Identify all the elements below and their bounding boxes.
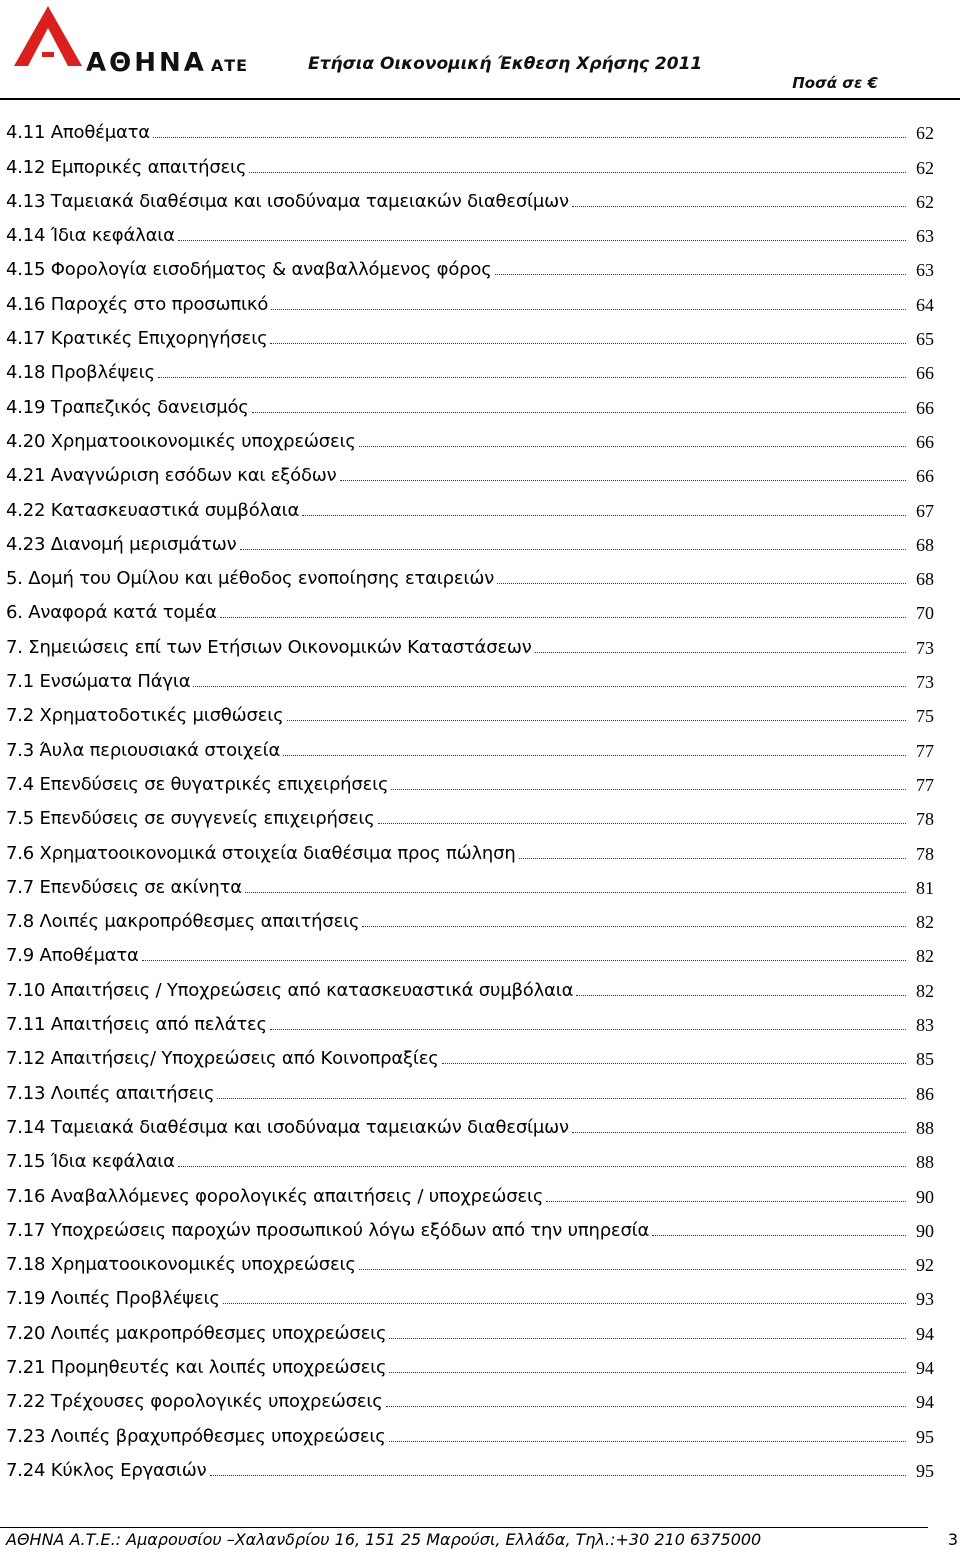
toc-entry-label: 7.9 Αποθέματα xyxy=(6,945,139,967)
toc-dot-leader xyxy=(287,720,907,721)
toc-entry-page: 63 xyxy=(916,226,934,247)
toc-entry-page: 66 xyxy=(916,431,934,452)
toc-entry[interactable] xyxy=(6,316,934,350)
toc-entry-page: 68 xyxy=(916,534,934,555)
toc-dot-leader xyxy=(576,995,906,996)
toc-dot-leader xyxy=(220,617,906,618)
toc-entry-label: 7.19 Λοιπές Προβλέψεις xyxy=(6,1288,220,1310)
toc-entry-label: 6. Αναφορά κατά τομέα xyxy=(6,602,217,624)
toc-entry-label: 7.4 Επενδύσεις σε θυγατρικές επιχειρήσεις xyxy=(6,773,389,795)
toc-entry-page: 95 xyxy=(916,1426,934,1447)
footer-address: ΑΘΗΝΑ Α.Τ.Ε.: Αμαρουσίου –Χαλανδρίου 16, 151 25 Μαρούσι, Ελλάδα, Τηλ.:+30 210 6375000 xyxy=(6,1530,762,1549)
report-title: Ετήσια Οικονομική Έκθεση Χρήσης 2011 xyxy=(308,54,703,74)
toc-entry[interactable] xyxy=(6,453,934,487)
toc-dot-leader xyxy=(153,137,906,138)
toc-entry-label: 7.22 Τρέχουσες φορολογικές υποχρεώσεις xyxy=(6,1391,383,1413)
toc-entry[interactable] xyxy=(6,419,934,453)
toc-entry-label: 4.15 Φορολογία εισοδήματος & αναβαλλόμενος φόρος xyxy=(6,259,492,281)
toc-entry-label: 7.16 Αναβαλλόμενες φορολογικές απαιτήσεις / υποχρεώσεις xyxy=(6,1185,544,1207)
toc-entry[interactable] xyxy=(6,865,934,899)
toc-entry-label: 4.12 Εμπορικές απαιτήσεις xyxy=(6,156,247,178)
toc-entry-page: 65 xyxy=(916,329,934,350)
toc-entry[interactable] xyxy=(6,1036,934,1070)
toc-entry[interactable] xyxy=(6,110,934,144)
toc-entry-label: 7.7 Επενδύσεις σε ακίνητα xyxy=(6,876,242,898)
toc-dot-leader xyxy=(270,1029,906,1030)
toc-entry-page: 95 xyxy=(916,1460,934,1481)
toc-entry-label: 7.11 Απαιτήσεις από πελάτες xyxy=(6,1014,267,1036)
toc-entry-page: 78 xyxy=(916,843,934,864)
toc-entry[interactable] xyxy=(6,624,934,658)
footer-divider xyxy=(0,1527,928,1528)
toc-entry[interactable] xyxy=(6,522,934,556)
toc-entry[interactable] xyxy=(6,1448,934,1482)
toc-dot-leader xyxy=(391,789,906,790)
toc-entry-page: 73 xyxy=(916,637,934,658)
page-number: 3 xyxy=(947,1530,958,1549)
toc-entry[interactable] xyxy=(6,350,934,384)
toc-entry-label: 7.20 Λοιπές μακροπρόθεσμες υποχρεώσεις xyxy=(6,1322,387,1344)
toc-dot-leader xyxy=(572,206,906,207)
toc-entry-page: 77 xyxy=(916,740,934,761)
toc-dot-leader xyxy=(652,1235,906,1236)
toc-entry-page: 94 xyxy=(916,1357,934,1378)
toc-entry[interactable] xyxy=(6,556,934,590)
toc-entry[interactable] xyxy=(6,487,934,521)
toc-entry-label: 7.3 Άυλα περιουσιακά στοιχεία xyxy=(6,739,281,761)
toc-entry-page: 90 xyxy=(916,1220,934,1241)
toc-entry-label: 4.19 Τραπεζικός δανεισμός xyxy=(6,396,249,418)
toc-entry-label: 7.17 Υποχρεώσεις παροχών προσωπικού λόγω εξόδων από την υπηρεσία xyxy=(6,1219,650,1241)
toc-entry-label: 7.5 Επενδύσεις σε συγγενείς επιχειρήσεις xyxy=(6,808,375,830)
toc-entry-label: 7.24 Κύκλος Εργασιών xyxy=(6,1459,207,1481)
toc-dot-leader xyxy=(359,1269,906,1270)
toc-dot-leader xyxy=(497,583,906,584)
toc-dot-leader xyxy=(535,652,906,653)
toc-entry-page: 62 xyxy=(916,123,934,144)
toc-dot-leader xyxy=(519,858,906,859)
toc-dot-leader xyxy=(178,240,906,241)
toc-entry[interactable] xyxy=(6,590,934,624)
toc-dot-leader xyxy=(442,1063,906,1064)
company-logo xyxy=(8,4,249,78)
toc-entry-label: 5. Δομή του Ομίλου και μέθοδος ενοποίησης εταιρειών xyxy=(6,568,495,590)
toc-entry-page: 86 xyxy=(916,1083,934,1104)
toc-entry-label: 4.13 Ταμειακά διαθέσιμα και ισοδύναμα ταμειακών διαθεσίμων xyxy=(6,190,569,212)
toc-entry-page: 93 xyxy=(916,1289,934,1310)
table-of-contents xyxy=(6,110,934,1482)
toc-entry-label: 7.6 Χρηματοοικονομικά στοιχεία διαθέσιμα προς πώληση xyxy=(6,842,516,864)
toc-dot-leader xyxy=(193,686,906,687)
toc-dot-leader xyxy=(158,377,906,378)
toc-entry-label: 4.16 Παροχές στο προσωπικό xyxy=(6,293,269,315)
toc-entry[interactable] xyxy=(6,693,934,727)
toc-entry-label: 4.23 Διανομή μερισμάτων xyxy=(6,533,237,555)
toc-dot-leader xyxy=(283,755,906,756)
toc-entry-page: 83 xyxy=(916,1015,934,1036)
toc-entry-label: 7.13 Λοιπές απαιτήσεις xyxy=(6,1082,215,1104)
toc-entry-page: 94 xyxy=(916,1323,934,1344)
toc-dot-leader xyxy=(389,1372,906,1373)
logo-wordmark: ΑΘΗΝΑ ΑΤΕ xyxy=(86,48,249,78)
toc-entry-page: 66 xyxy=(916,397,934,418)
toc-dot-leader xyxy=(386,1406,906,1407)
toc-entry[interactable] xyxy=(6,933,934,967)
toc-entry-label: 7.8 Λοιπές μακροπρόθεσμες απαιτήσεις xyxy=(6,911,360,933)
toc-entry[interactable] xyxy=(6,1379,934,1413)
toc-entry[interactable] xyxy=(6,659,934,693)
toc-entry-page: 77 xyxy=(916,774,934,795)
toc-entry-page: 67 xyxy=(916,500,934,521)
toc-entry-page: 73 xyxy=(916,672,934,693)
toc-entry-page: 62 xyxy=(916,157,934,178)
toc-dot-leader xyxy=(359,446,906,447)
toc-entry[interactable] xyxy=(6,1208,934,1242)
toc-entry-page: 92 xyxy=(916,1255,934,1276)
toc-entry[interactable] xyxy=(6,1276,934,1310)
toc-entry[interactable] xyxy=(6,179,934,213)
toc-entry[interactable] xyxy=(6,1345,934,1379)
toc-entry-page: 66 xyxy=(916,466,934,487)
toc-entry[interactable] xyxy=(6,384,934,418)
toc-dot-leader xyxy=(245,892,906,893)
toc-entry[interactable] xyxy=(6,899,934,933)
toc-entry-page: 81 xyxy=(916,877,934,898)
toc-entry-label: 4.18 Προβλέψεις xyxy=(6,362,155,384)
toc-dot-leader xyxy=(340,480,907,481)
toc-entry-page: 90 xyxy=(916,1186,934,1207)
toc-entry[interactable] xyxy=(6,281,934,315)
toc-entry-page: 66 xyxy=(916,363,934,384)
toc-dot-leader xyxy=(362,926,906,927)
toc-entry[interactable] xyxy=(6,1413,934,1447)
toc-entry-page: 64 xyxy=(916,294,934,315)
toc-entry-page: 88 xyxy=(916,1152,934,1173)
currency-note: Ποσά σε € xyxy=(792,74,878,92)
toc-entry[interactable] xyxy=(6,830,934,864)
toc-entry-label: 7. Σημειώσεις επί των Ετήσιων Οικονομικών Καταστάσεων xyxy=(6,636,532,658)
toc-entry-page: 70 xyxy=(916,603,934,624)
toc-dot-leader xyxy=(217,1098,906,1099)
toc-entry[interactable] xyxy=(6,213,934,247)
toc-dot-leader xyxy=(389,1441,906,1442)
toc-entry-label: 4.14 Ίδια κεφάλαια xyxy=(6,225,175,247)
toc-entry-label: 4.20 Χρηματοοικονομικές υποχρεώσεις xyxy=(6,430,356,452)
toc-entry-label: 7.12 Απαιτήσεις/ Υποχρεώσεις από Κοινοπραξίες xyxy=(6,1048,439,1070)
toc-entry-page: 63 xyxy=(916,260,934,281)
toc-dot-leader xyxy=(302,515,906,516)
toc-entry-label: 4.11 Αποθέματα xyxy=(6,122,150,144)
toc-entry-page: 94 xyxy=(916,1392,934,1413)
toc-entry-page: 88 xyxy=(916,1117,934,1138)
toc-entry-page: 85 xyxy=(916,1049,934,1070)
toc-dot-leader xyxy=(572,1132,906,1133)
toc-entry[interactable] xyxy=(6,796,934,830)
toc-dot-leader xyxy=(546,1201,906,1202)
toc-entry[interactable] xyxy=(6,1173,934,1207)
toc-entry[interactable] xyxy=(6,1310,934,1344)
toc-dot-leader xyxy=(178,1166,906,1167)
toc-entry[interactable] xyxy=(6,1002,934,1036)
toc-entry-label: 7.1 Ενσώματα Πάγια xyxy=(6,671,191,693)
toc-entry-label: 4.17 Κρατικές Επιχορηγήσεις xyxy=(6,328,268,350)
toc-dot-leader xyxy=(378,823,906,824)
toc-dot-leader xyxy=(223,1303,906,1304)
page-header xyxy=(0,0,960,105)
toc-entry-page: 82 xyxy=(916,980,934,1001)
toc-entry-page: 82 xyxy=(916,912,934,933)
toc-dot-leader xyxy=(240,549,906,550)
toc-entry-label: 7.15 Ίδια κεφάλαια xyxy=(6,1151,175,1173)
toc-entry-label: 4.21 Αναγνώριση εσόδων και εξόδων xyxy=(6,465,337,487)
toc-dot-leader xyxy=(270,343,906,344)
toc-entry-label: 7.10 Απαιτήσεις / Υποχρεώσεις από κατασκευαστικά συμβόλαια xyxy=(6,979,574,1001)
toc-dot-leader xyxy=(249,172,906,173)
toc-dot-leader xyxy=(389,1338,906,1339)
toc-entry[interactable] xyxy=(6,727,934,761)
toc-entry[interactable] xyxy=(6,967,934,1001)
toc-entry-label: 7.2 Χρηματοδοτικές μισθώσεις xyxy=(6,705,284,727)
toc-dot-leader xyxy=(210,1475,906,1476)
toc-entry[interactable] xyxy=(6,1105,934,1139)
toc-entry-label: 7.21 Προμηθευτές και λοιπές υποχρεώσεις xyxy=(6,1356,387,1378)
toc-entry-page: 78 xyxy=(916,809,934,830)
toc-entry[interactable] xyxy=(6,762,934,796)
toc-entry[interactable] xyxy=(6,144,934,178)
toc-dot-leader xyxy=(271,309,906,310)
toc-entry[interactable] xyxy=(6,1070,934,1104)
toc-entry-label: 7.23 Λοιπές βραχυπρόθεσμες υποχρεώσεις xyxy=(6,1425,386,1447)
header-divider xyxy=(0,98,960,100)
toc-dot-leader xyxy=(142,960,906,961)
toc-entry-page: 75 xyxy=(916,706,934,727)
toc-entry[interactable] xyxy=(6,1242,934,1276)
toc-dot-leader xyxy=(252,412,906,413)
toc-entry-label: 7.14 Ταμειακά διαθέσιμα και ισοδύναμα ταμειακών διαθεσίμων xyxy=(6,1116,569,1138)
toc-entry-page: 82 xyxy=(916,946,934,967)
toc-entry-page: 62 xyxy=(916,191,934,212)
toc-entry-label: 7.18 Χρηματοοικονομικές υποχρεώσεις xyxy=(6,1254,356,1276)
toc-entry[interactable] xyxy=(6,247,934,281)
toc-entry[interactable] xyxy=(6,1139,934,1173)
toc-entry-page: 68 xyxy=(916,569,934,590)
toc-entry-label: 4.22 Κατασκευαστικά συμβόλαια xyxy=(6,499,300,521)
toc-dot-leader xyxy=(495,274,906,275)
